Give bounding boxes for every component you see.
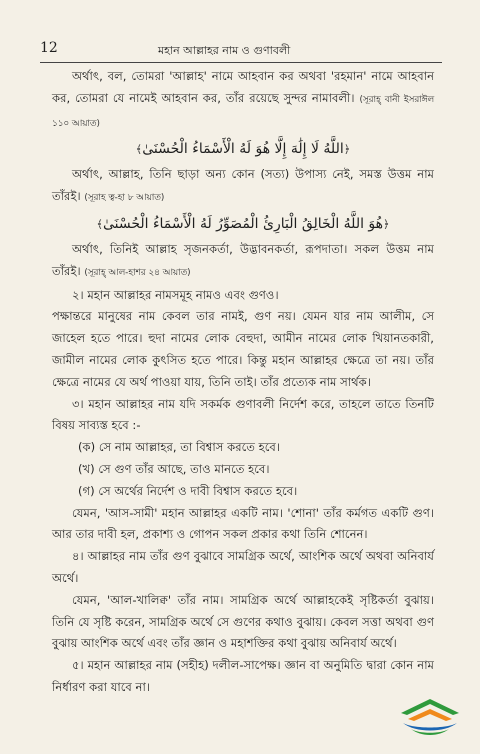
point-4: ৪। আল্লাহর নাম তাঁর গুণ বুঝাবে সামগ্রিক অর্থে, আংশিক অর্থে অথবা অনিবার্য অর্থে।: [52, 549, 434, 585]
paragraph: যেমন, 'আস-সামী' মহান আল্লাহর একটি নাম। 'শোনা' তাঁর কর্মগত একটি গুণ। আর তার দাবী হল, প্রকাশ্য ও গোপন সকল প্রকার কথা তিনি শোনেন।: [52, 505, 434, 542]
page-number: 12: [40, 40, 58, 56]
citation: (সূরাহ্ আল-হাশর ২৪ আয়াত): [84, 267, 191, 278]
paragraph: অর্থাৎ, আল্লাহ, তিনি ছাড়া অন্য কোন (সত্য) উপাস্য নেই, সমস্ত উত্তম নাম তাঁরই। (সূরাহ ত্ব-হা ৮ আয়াত): [52, 167, 434, 204]
point-5: ৫। মহান আল্লাহর নাম (সহীহ) দলীল-সাপেক্ষ। জ্ঞান বা অনুমিতি দ্বারা কোন নাম নির্ধারণ করা যাবে না।: [52, 658, 434, 694]
paragraph: অর্থাৎ, তিনিই আল্লাহ সৃজনকর্তা, উদ্ভাবনকর্তা, রূপদাতা। সকল উত্তম নাম তাঁরই। (সূরাহ্ আল-হাশর ২৪ আয়াত): [52, 241, 434, 278]
citation: (সূরাহ ত্ব-হা ৮ আয়াত): [84, 193, 165, 204]
point-3: ৩। মহান আল্লাহর নাম যদি সকর্মক গুণাবলী নির্দেশ করে, তাহলে তাতে তিনটি বিষয় সাব্যস্ত হবে :-: [52, 396, 434, 433]
paragraph: যেমন, 'আল-খালিক্ব' তাঁর নাম। সামগ্রিক অর্থে আল্লাহকেই সৃষ্টিকর্তা বুঝায়। তিনি যে সৃষ্টি করেন, সামগ্রিক অর্থে সে গুণের কথাও বুঝায়। কেবল সত্তা অথবা গুণ বুঝায় আংশিক অর্থে এবং তাঁর জ্ঞান ও মহাশক্তির কথা বুঝায় অনিবার্য অর্থে।: [52, 592, 434, 651]
publisher-logo-icon: [397, 693, 463, 739]
list-item: (খ) সে গুণ তাঁর আছে, তাও মানতে হবে।: [78, 461, 270, 476]
list-item: (ক) সে নাম আল্লাহর, তা বিশ্বাস করতে হবে।: [78, 440, 280, 455]
header-rule: [40, 62, 442, 63]
paragraph: পক্ষান্তরে মানুষের নাম কেবল তার নামই, গুণ নয়। যেমন যার নাম আলীম, সে জাহেল হতে পারে। হুদা নামের লোক বেহুদা, আমীন নামের লোক খিয়ানতকারী, জামীল নামের লোক কুৎসিত হতে পারে। কিন্তু মহান আল্লাহর ক্ষেত্রে তা নয়। তাঁর ক্ষেত্রে নামের যে অর্থ পাওয়া যায়, তিনি তাই। তাঁর প্রত্যেক নাম সার্থক।: [52, 309, 434, 389]
quran-ayah: ﴿هُوَ اللَّهُ الْخَالِقُ الْبَارِئُ الْمُصَوِّرُ لَهُ الْأَسْمَاءُ الْحُسْنَىٰ﴾: [96, 215, 390, 232]
point-2: ২। মহান আল্লাহর নামসমূহ নামও এবং গুণও।: [72, 287, 279, 302]
list-item: (গ) সে অর্থের নির্দেশ ও দাবী বিশ্বাস করতে হবে।: [78, 483, 298, 498]
running-title: মহান আল্লাহর নাম ও গুণাবলী: [158, 44, 291, 57]
quran-ayah: ﴿اللَّهُ لَا إِلَٰهَ إِلَّا هُوَ لَهُ الْأَسْمَاءُ الْحُسْنَىٰ﴾: [135, 141, 351, 158]
page-content: [52, 66, 434, 699]
page-header: [40, 40, 440, 60]
paragraph: অর্থাৎ, বল, তোমরা 'আল্লাহ' নামে আহবান কর অথবা 'রহমান' নামে আহবান কর, তোমরা যে নামেই আহবান কর, তাঁর রয়েছে সুন্দর নামাবলী। (সূরাহ্ বানী ইসরাঈল ১১০ আয়াত): [52, 69, 435, 129]
citation: (সূরাহ্ বানী ইসরাঈল ১১০ আয়াত): [52, 94, 435, 129]
